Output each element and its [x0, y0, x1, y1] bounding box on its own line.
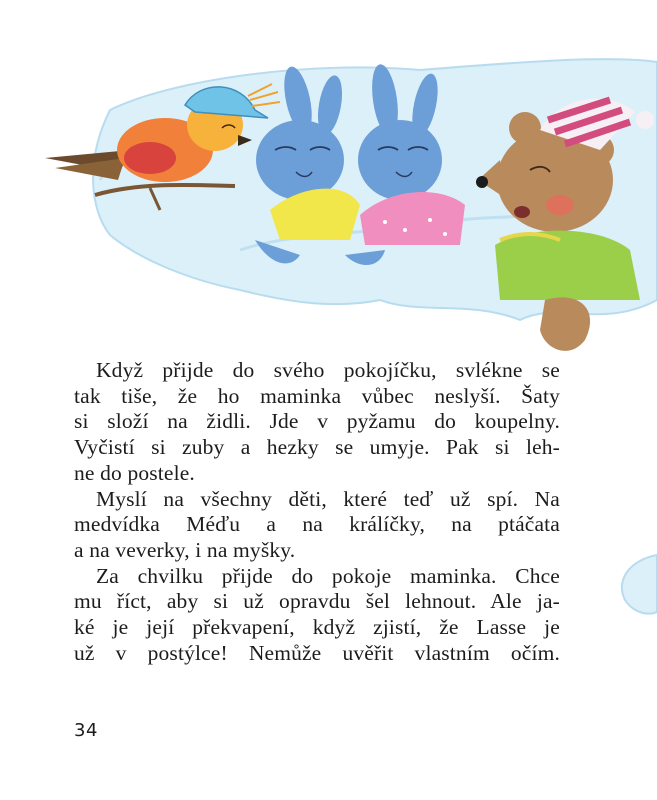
paragraph-3-line-4: už v postýlce! Nemůže uvěřit vlastním očím. [74, 640, 560, 665]
paragraph-1-line-3: si složí na židli. Jde v pyžamu do koupelny. [74, 409, 560, 434]
paragraph-1-line-5: ne do postele. [74, 460, 195, 485]
paragraph-1-line-2: tak tiše, že ho maminka vůbec neslyší. Šaty [74, 383, 560, 408]
small-cloud-fragment [622, 555, 657, 614]
paragraph-3-line-1: Za chvilku přijde do pokoje maminka. Chce [96, 563, 560, 588]
paragraph-2-line-2: medvídka Méďu a na králíčky, na ptáčata [74, 512, 560, 537]
paragraph-3-line-3: ké je její překvapení, když zjistí, že Lasse je [74, 615, 560, 640]
page-number: 34 [74, 720, 98, 741]
paragraph-1-line-1: Když přijde do svého pokojíčku, svlékne se [96, 358, 560, 382]
paragraph-2-line-1: Myslí na všechny děti, které teď už spí. Na [96, 486, 560, 511]
paragraph-3-line-2: mu říct, aby si už opravdu šel lehnout. Ale ja- [74, 589, 560, 614]
paragraph-2-line-3: a na veverky, i na myšky. [74, 537, 296, 562]
paragraph-1-line-4: Vyčistí si zuby a hezky se umyje. Pak si leh- [74, 435, 560, 460]
story-text [74, 358, 560, 666]
